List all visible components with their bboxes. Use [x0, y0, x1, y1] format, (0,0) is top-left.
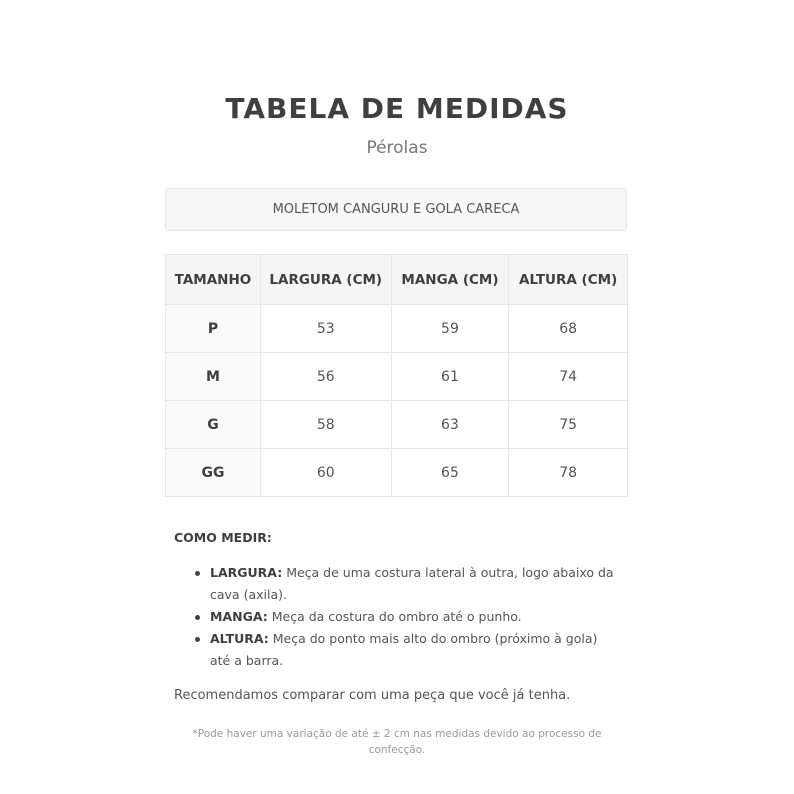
header-largura: LARGURA (CM) [260, 255, 391, 305]
header-altura: ALTURA (CM) [509, 255, 628, 305]
altura-cell: 74 [509, 353, 628, 401]
how-to-measure-title: COMO MEDIR: [174, 530, 272, 545]
largura-cell: 56 [260, 353, 391, 401]
table-row [166, 401, 628, 449]
list-item-label: MANGA: [210, 609, 268, 624]
altura-cell: 78 [509, 449, 628, 497]
manga-cell: 61 [391, 353, 509, 401]
largura-cell: 60 [260, 449, 391, 497]
size-cell: P [166, 305, 261, 353]
footnote: *Pode haver uma variação de até ± 2 cm nas medidas devido ao processo de confecção. [192, 728, 602, 756]
recommendation-text: Recomendamos comparar com uma peça que você já tenha. [174, 688, 571, 703]
list-item-label: ALTURA: [210, 631, 269, 646]
size-table [165, 254, 628, 497]
list-item-label: LARGURA: [210, 565, 283, 580]
manga-cell: 59 [391, 305, 509, 353]
altura-cell: 68 [509, 305, 628, 353]
list-item-text: Meça da costura do ombro até o punho. [267, 609, 522, 624]
altura-cell: 75 [509, 401, 628, 449]
table-row [166, 353, 628, 401]
page-subtitle: Pérolas [366, 138, 428, 158]
size-cell: M [166, 353, 261, 401]
product-name-box [165, 188, 627, 231]
list-item [210, 562, 620, 606]
largura-cell: 53 [260, 305, 391, 353]
largura-cell: 58 [260, 401, 391, 449]
table-row [166, 449, 628, 497]
list-item-text: Meça de uma costura lateral à outra, logo abaixo da cava (axila). [210, 565, 614, 602]
page-title: TABELA DE MEDIDAS [225, 92, 569, 125]
manga-cell: 65 [391, 449, 509, 497]
manga-cell: 63 [391, 401, 509, 449]
header-manga: MANGA (CM) [391, 255, 509, 305]
product-name: MOLETOM CANGURU E GOLA CARECA [272, 202, 520, 217]
table-row [166, 305, 628, 353]
list-item-text: Meça do ponto mais alto do ombro (próximo à gola) até a barra. [210, 631, 598, 668]
table-header-row [166, 255, 628, 305]
list-item [210, 628, 620, 672]
size-cell: G [166, 401, 261, 449]
header-tamanho: TAMANHO [166, 255, 261, 305]
size-cell: GG [166, 449, 261, 497]
how-to-measure-list [210, 562, 620, 672]
list-item [210, 606, 620, 628]
